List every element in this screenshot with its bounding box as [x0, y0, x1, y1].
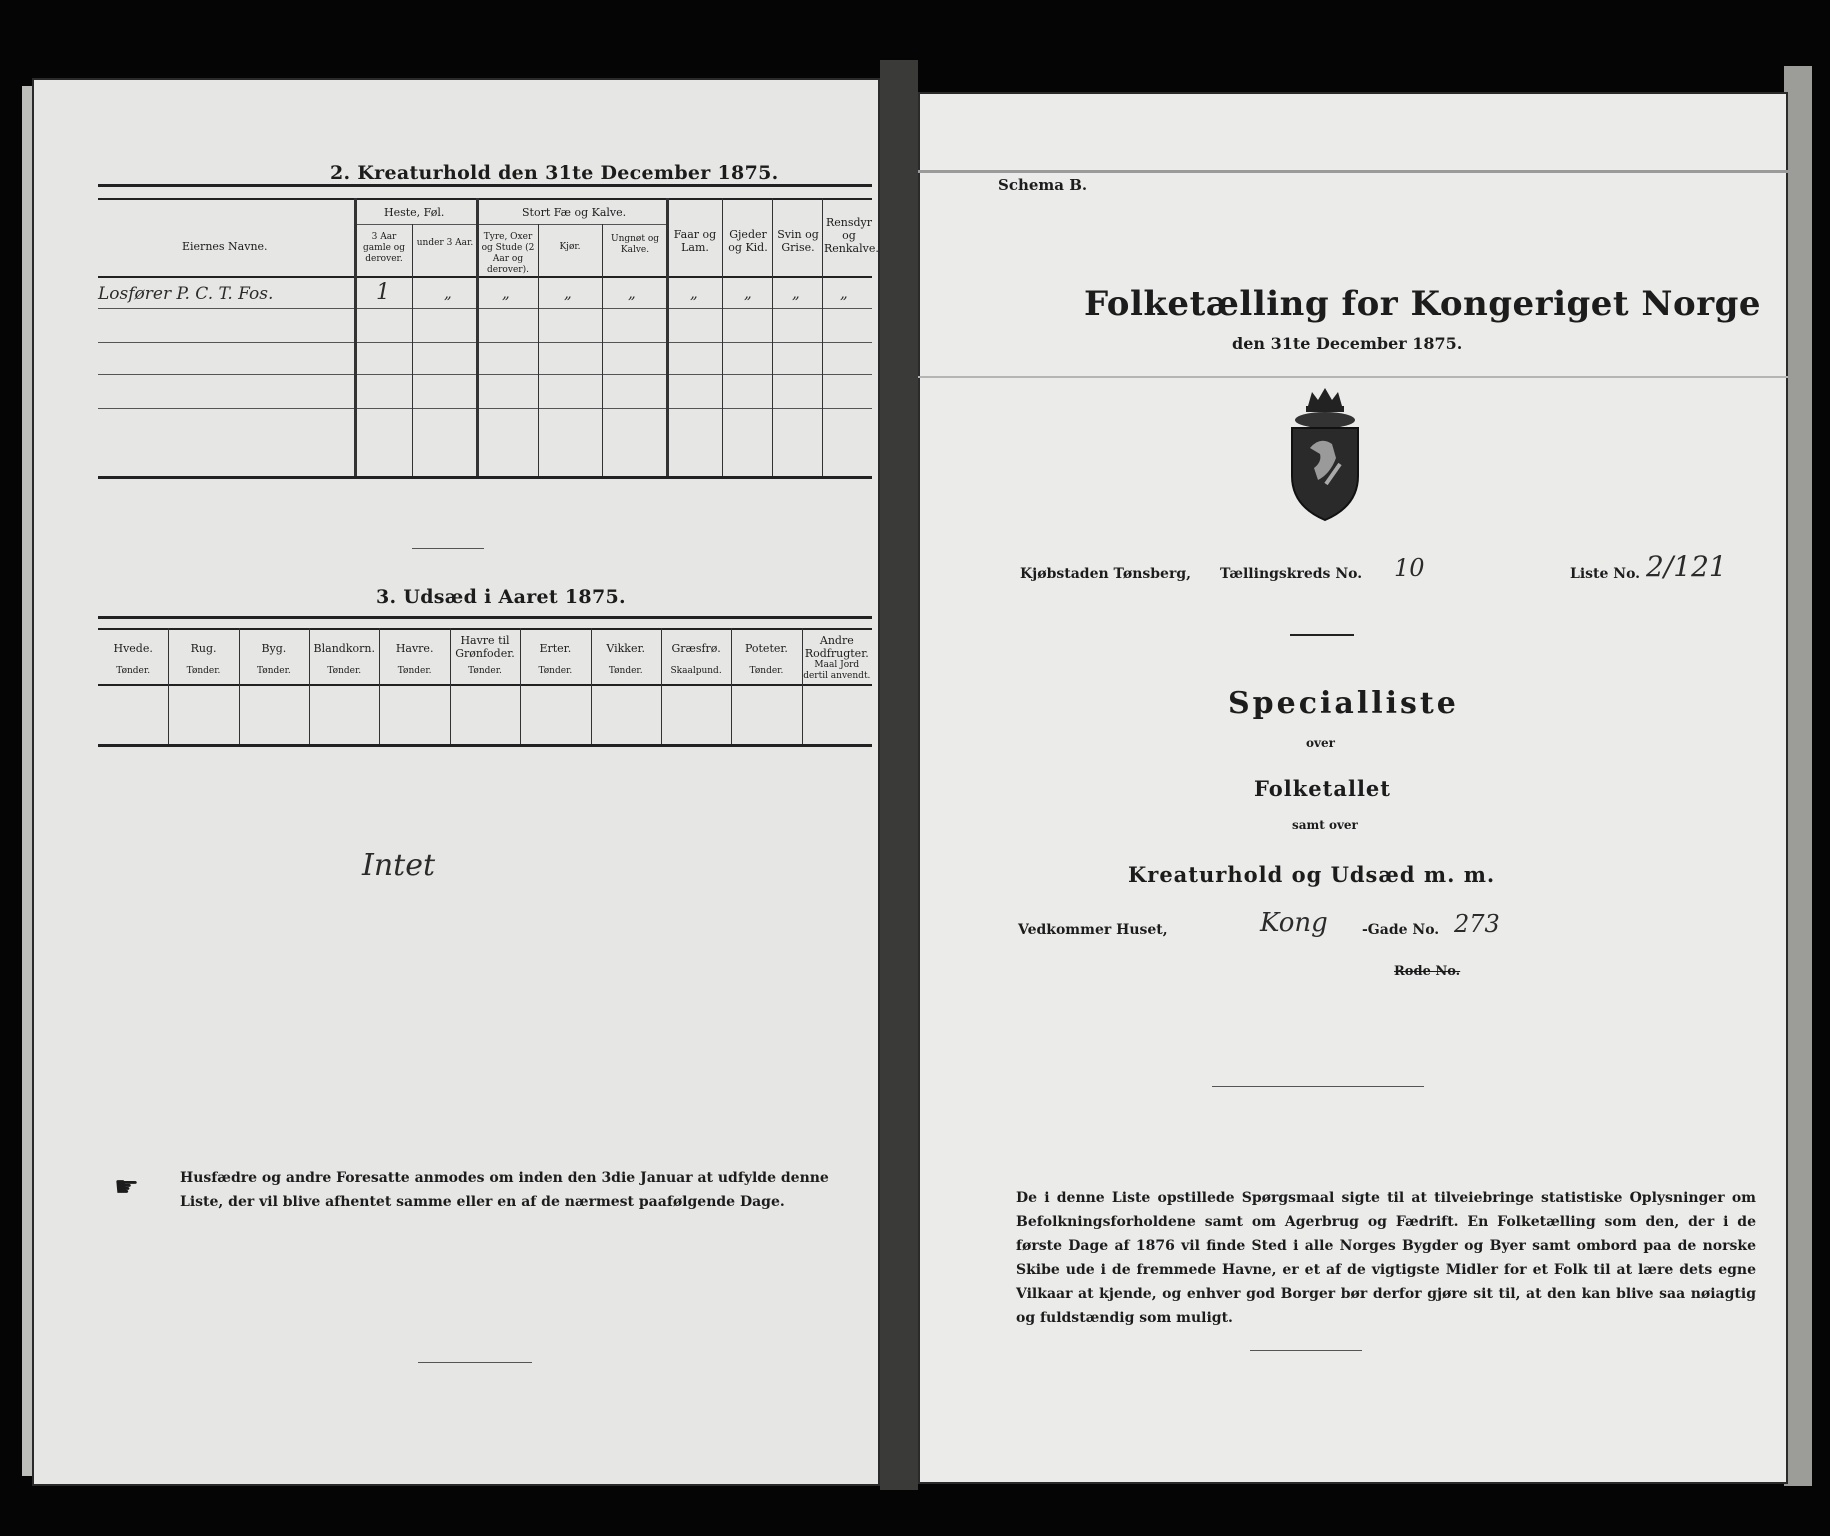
- over-label-1: over: [1306, 736, 1335, 750]
- footer-text: De i denne Liste opstillede Spørgsmaal sigte til at tilveiebringe statistiske Oplysninger om Befolkningsforholdene samt om Agerbrug og Fædrift. En Folketælling som den, der i de første Dage af 1876 vil finde Sted i alle Norges Bygder og Byer samt ombord paa de norske Skibe ude i de fremmede Havne, er et af de vigtigste Midler for et Folk til at lære dets egne Vilkaar at kjende, og enhver god Borger bør derfor gjøre sit til, at den kan blive saa nøiagtig og fuldstændig som muligt.: [1016, 1190, 1756, 1326]
- seed-col-name: Blandkorn.: [313, 642, 375, 655]
- seed-table-top: [98, 616, 872, 619]
- seed-col-name: Havre.: [395, 642, 434, 655]
- cell-horses-under3: „: [444, 284, 452, 302]
- seed-col-unit: Tønder.: [257, 666, 291, 676]
- bottom-divider-left: [418, 1362, 532, 1363]
- census-date: den 31te December 1875.: [1232, 334, 1463, 353]
- gade-label: -Gade No.: [1362, 922, 1440, 938]
- cell-pigs: „: [792, 284, 800, 302]
- list-label: Liste No.: [1570, 566, 1641, 582]
- spine: [880, 60, 918, 1490]
- seed-col-name: Byg.: [261, 642, 287, 655]
- hdr-cattle-bulls: Tyre, Oxer og Stude (2 Aar og derover).: [481, 232, 535, 275]
- gade-no: 273: [1454, 910, 1500, 938]
- seed-table-bottom: [98, 744, 872, 747]
- seed-col-name: Erter.: [539, 642, 572, 655]
- hdr-cattle-young: Ungnøt og Kalve.: [610, 234, 659, 255]
- seed-title: 3. Udsæd i Aaret 1875.: [376, 586, 626, 608]
- cell-sheep: „: [690, 284, 698, 302]
- page-edge-right: [1784, 66, 1812, 1486]
- schema-label: Schema B.: [998, 176, 1088, 194]
- right-page: [918, 92, 1788, 1484]
- seed-col-unit: Tønder.: [749, 666, 784, 676]
- seed-col-name: Poteter.: [744, 642, 788, 655]
- seed-col-unit: Tønder.: [327, 666, 362, 676]
- seed-col-name: Vikker.: [606, 642, 646, 655]
- pointing-hand-icon: ☛: [114, 1170, 140, 1203]
- seed-col-name: Andre Rodfrugter.: [804, 634, 869, 660]
- hdr-horses-under3: under 3 Aar.: [416, 238, 474, 248]
- town-label: Kjøbstaden Tønsberg,: [1020, 566, 1191, 582]
- hdr-owners: Eiernes Navne.: [182, 240, 268, 253]
- livestock-title: 2. Kreaturhold den 31te December 1875.: [330, 162, 779, 184]
- seed-col-name: Rug.: [190, 642, 217, 655]
- rode-label: Rode No.: [1394, 964, 1461, 979]
- left-page: [32, 78, 880, 1486]
- cell-reindeer: „: [840, 284, 848, 302]
- hdr-pigs: Svin og Grise.: [777, 228, 819, 254]
- seed-col-unit: Tønder.: [397, 666, 432, 676]
- seed-col-unit: Maal Jord dertil anvendt.: [803, 660, 871, 681]
- divider-short-right: [1290, 634, 1354, 636]
- seed-col-unit: Skaalpund.: [670, 666, 722, 676]
- bottom-divider-right: [1250, 1350, 1362, 1351]
- kreaturhold-title: Kreaturhold og Udsæd m. m.: [1128, 862, 1496, 887]
- seed-col-name: Havre til Grønfoder.: [455, 634, 515, 660]
- seed-col-unit: Tønder.: [186, 666, 221, 676]
- hdr-cattle: Stort Fæ og Kalve.: [522, 206, 627, 219]
- owner-name: Losfører P. C. T. Fos.: [98, 284, 274, 304]
- hdr-sheep: Faar og Lam.: [673, 228, 717, 254]
- seed-col-unit: Tønder.: [468, 666, 502, 676]
- folketallet-title: Folketallet: [1254, 776, 1391, 801]
- district-label: Tællingskreds No.: [1220, 566, 1363, 582]
- hdr-horses: Heste, Føl.: [384, 206, 445, 219]
- seed-col-unit: Tønder.: [608, 666, 643, 676]
- seed-col-unit: Tønder.: [538, 666, 573, 676]
- divider-mid-right: [1212, 1086, 1424, 1087]
- divider-short: [412, 548, 484, 549]
- livestock-table-bottom: [98, 476, 872, 479]
- notice-text: Husfædre og andre Foresatte anmodes om inden den 3die Januar at udfylde denne Liste, der vil blive afhentet samme eller en af de nærmest paafølgende Dage.: [180, 1170, 829, 1210]
- cell-horses-3plus: 1: [376, 280, 390, 305]
- livestock-table-top: [98, 184, 872, 187]
- samt-over-label: samt over: [1292, 818, 1358, 832]
- list-no: 2/121: [1646, 550, 1727, 583]
- cell-cattle-bulls: „: [502, 284, 510, 302]
- census-title: Folketælling for Kongeriget Norge: [1084, 284, 1762, 324]
- hdr-cattle-cows: Kjør.: [559, 242, 581, 252]
- district-no: 10: [1394, 554, 1425, 582]
- coat-of-arms-icon: [1280, 384, 1370, 524]
- seed-col-name: Hvede.: [113, 642, 153, 655]
- seed-col-unit: Tønder.: [116, 666, 151, 676]
- cell-cattle-young: „: [628, 284, 636, 302]
- cell-cattle-cows: „: [564, 284, 572, 302]
- house-label: Vedkommer Huset,: [1018, 922, 1168, 938]
- cell-goats: „: [744, 284, 752, 302]
- hdr-horses-3plus: 3 Aar gamle og derover.: [363, 232, 405, 264]
- handwritten-intet: Intet: [362, 848, 436, 883]
- special-list-title: Specialliste: [1228, 686, 1459, 721]
- hdr-reindeer: Rensdyr og Renkalve.: [824, 216, 879, 255]
- seed-col-name: Græsfrø.: [671, 642, 721, 655]
- hdr-goats: Gjeder og Kid.: [728, 228, 768, 254]
- street-name: Kong: [1260, 908, 1328, 938]
